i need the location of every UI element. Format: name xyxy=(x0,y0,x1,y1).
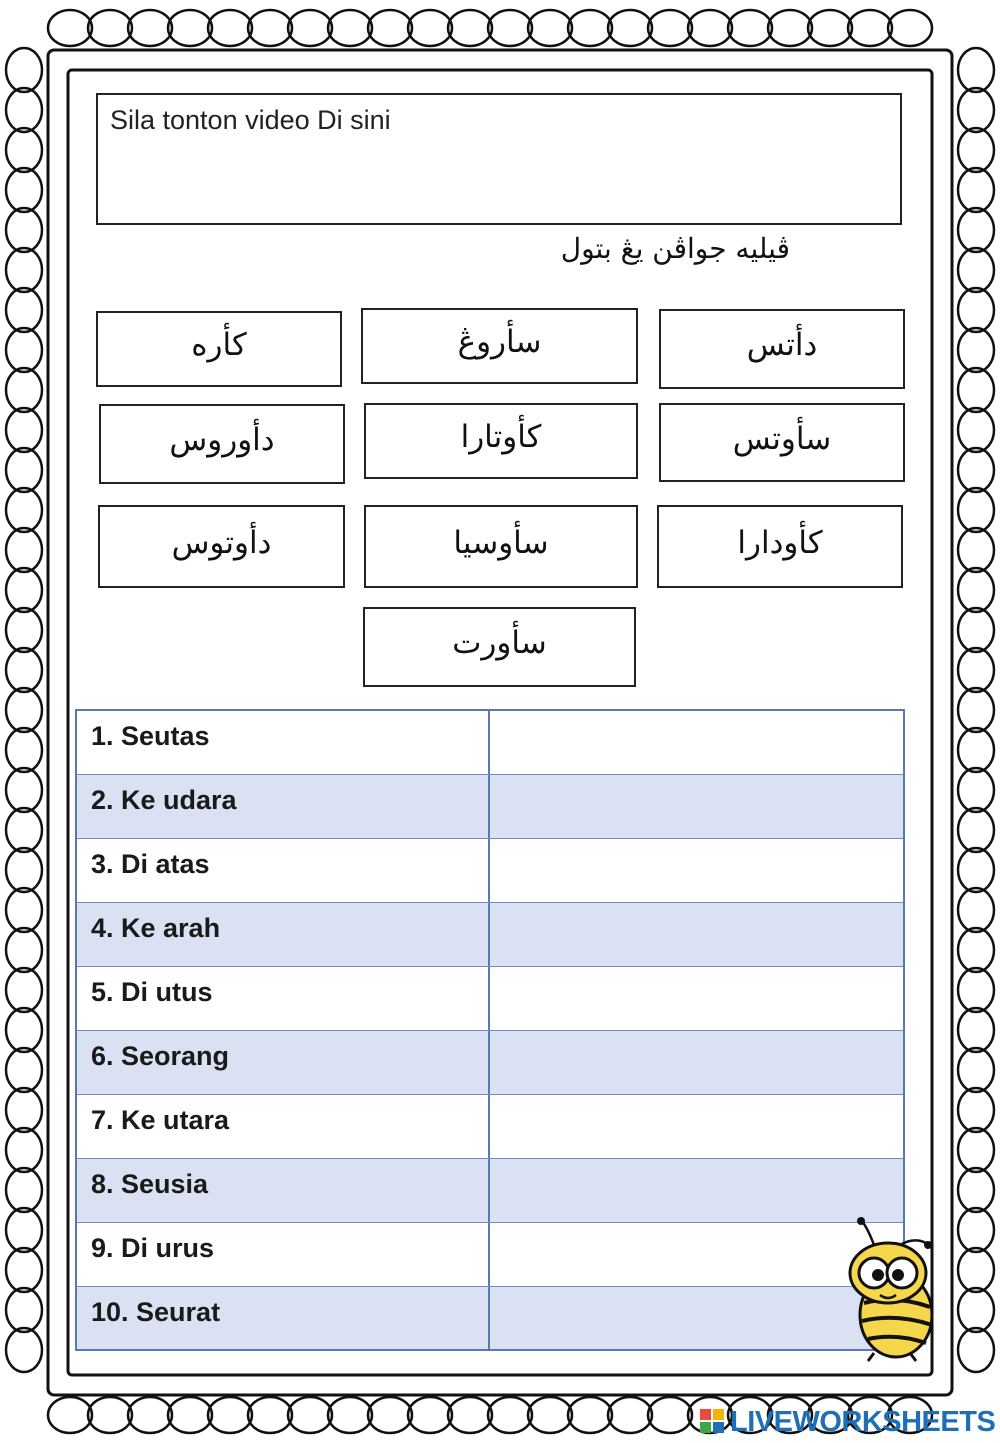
liveworksheets-logo[interactable] xyxy=(700,1404,995,1440)
row-label-cell xyxy=(77,1031,490,1094)
word-card[interactable] xyxy=(96,311,342,387)
word-card-text: سأوتس xyxy=(732,420,832,457)
row-label: 8. Seusia xyxy=(91,1169,209,1199)
word-card-text: كأودارا xyxy=(737,524,823,561)
row-label: 1. Seutas xyxy=(91,721,210,751)
answer-drop-cell[interactable] xyxy=(492,1031,903,1094)
word-card[interactable] xyxy=(99,404,345,484)
row-label-cell xyxy=(77,903,490,966)
word-card[interactable] xyxy=(659,403,905,482)
table-row xyxy=(77,1223,903,1287)
table-row xyxy=(77,775,903,839)
word-card[interactable] xyxy=(363,607,636,687)
row-label: 5. Di utus xyxy=(91,977,213,1007)
word-card-text: دأتس xyxy=(746,327,818,363)
table-row xyxy=(77,967,903,1031)
answer-drop-cell[interactable] xyxy=(492,903,903,966)
row-label: 7. Ke utara xyxy=(91,1105,230,1135)
word-card[interactable] xyxy=(657,505,903,588)
word-card-text: كأوتارا xyxy=(460,419,542,455)
word-card-text: دأوروس xyxy=(169,422,275,458)
row-label: 10. Seurat xyxy=(91,1297,221,1327)
row-label-cell xyxy=(77,1095,490,1158)
word-card-text: سأورت xyxy=(452,625,547,661)
row-label: 3. Di atas xyxy=(91,849,210,879)
row-label: 2. Ke udara xyxy=(91,785,237,815)
row-label-cell xyxy=(77,839,490,902)
word-card[interactable] xyxy=(98,505,345,588)
table-row xyxy=(77,1095,903,1159)
row-label-cell xyxy=(77,967,490,1030)
row-label-cell xyxy=(77,775,490,838)
bee-mascot-icon xyxy=(840,1215,940,1365)
answer-drop-cell[interactable] xyxy=(492,967,903,1030)
table-row xyxy=(77,903,903,967)
word-card-text: سأروڠ xyxy=(457,324,542,360)
answer-drop-cell[interactable] xyxy=(492,1159,903,1222)
video-instruction-text: Sila tonton video Di sini xyxy=(110,105,391,135)
row-label-cell xyxy=(77,1223,490,1286)
row-label-cell xyxy=(77,711,490,774)
row-label: 4. Ke arah xyxy=(91,913,221,943)
table-row xyxy=(77,1287,903,1349)
word-card-text: كأره xyxy=(191,327,247,363)
table-row xyxy=(77,839,903,903)
row-label-cell xyxy=(77,1159,490,1222)
video-link-box[interactable] xyxy=(96,93,902,225)
word-card[interactable] xyxy=(364,403,638,479)
liveworksheets-brand-text: LIVEWORKSHEETS xyxy=(730,1405,996,1438)
answer-table xyxy=(75,709,905,1351)
instruction-text: ڤيليه جواڤن يڠ بتول xyxy=(560,232,790,265)
word-card[interactable] xyxy=(659,309,905,389)
word-card[interactable] xyxy=(364,505,638,588)
table-row xyxy=(77,1031,903,1095)
answer-drop-cell[interactable] xyxy=(492,839,903,902)
table-row xyxy=(77,711,903,775)
table-row xyxy=(77,1159,903,1223)
answer-drop-cell[interactable] xyxy=(492,711,903,774)
row-label-cell xyxy=(77,1287,490,1349)
row-label: 9. Di urus xyxy=(91,1233,215,1263)
answer-drop-cell[interactable] xyxy=(492,1095,903,1158)
answer-drop-cell[interactable] xyxy=(492,775,903,838)
word-card-text: سأوسيا xyxy=(453,524,549,561)
row-label: 6. Seorang xyxy=(91,1041,230,1071)
liveworksheets-mark-icon xyxy=(700,1409,726,1435)
word-card-text: دأوتوس xyxy=(171,524,272,561)
word-card[interactable] xyxy=(361,308,638,384)
